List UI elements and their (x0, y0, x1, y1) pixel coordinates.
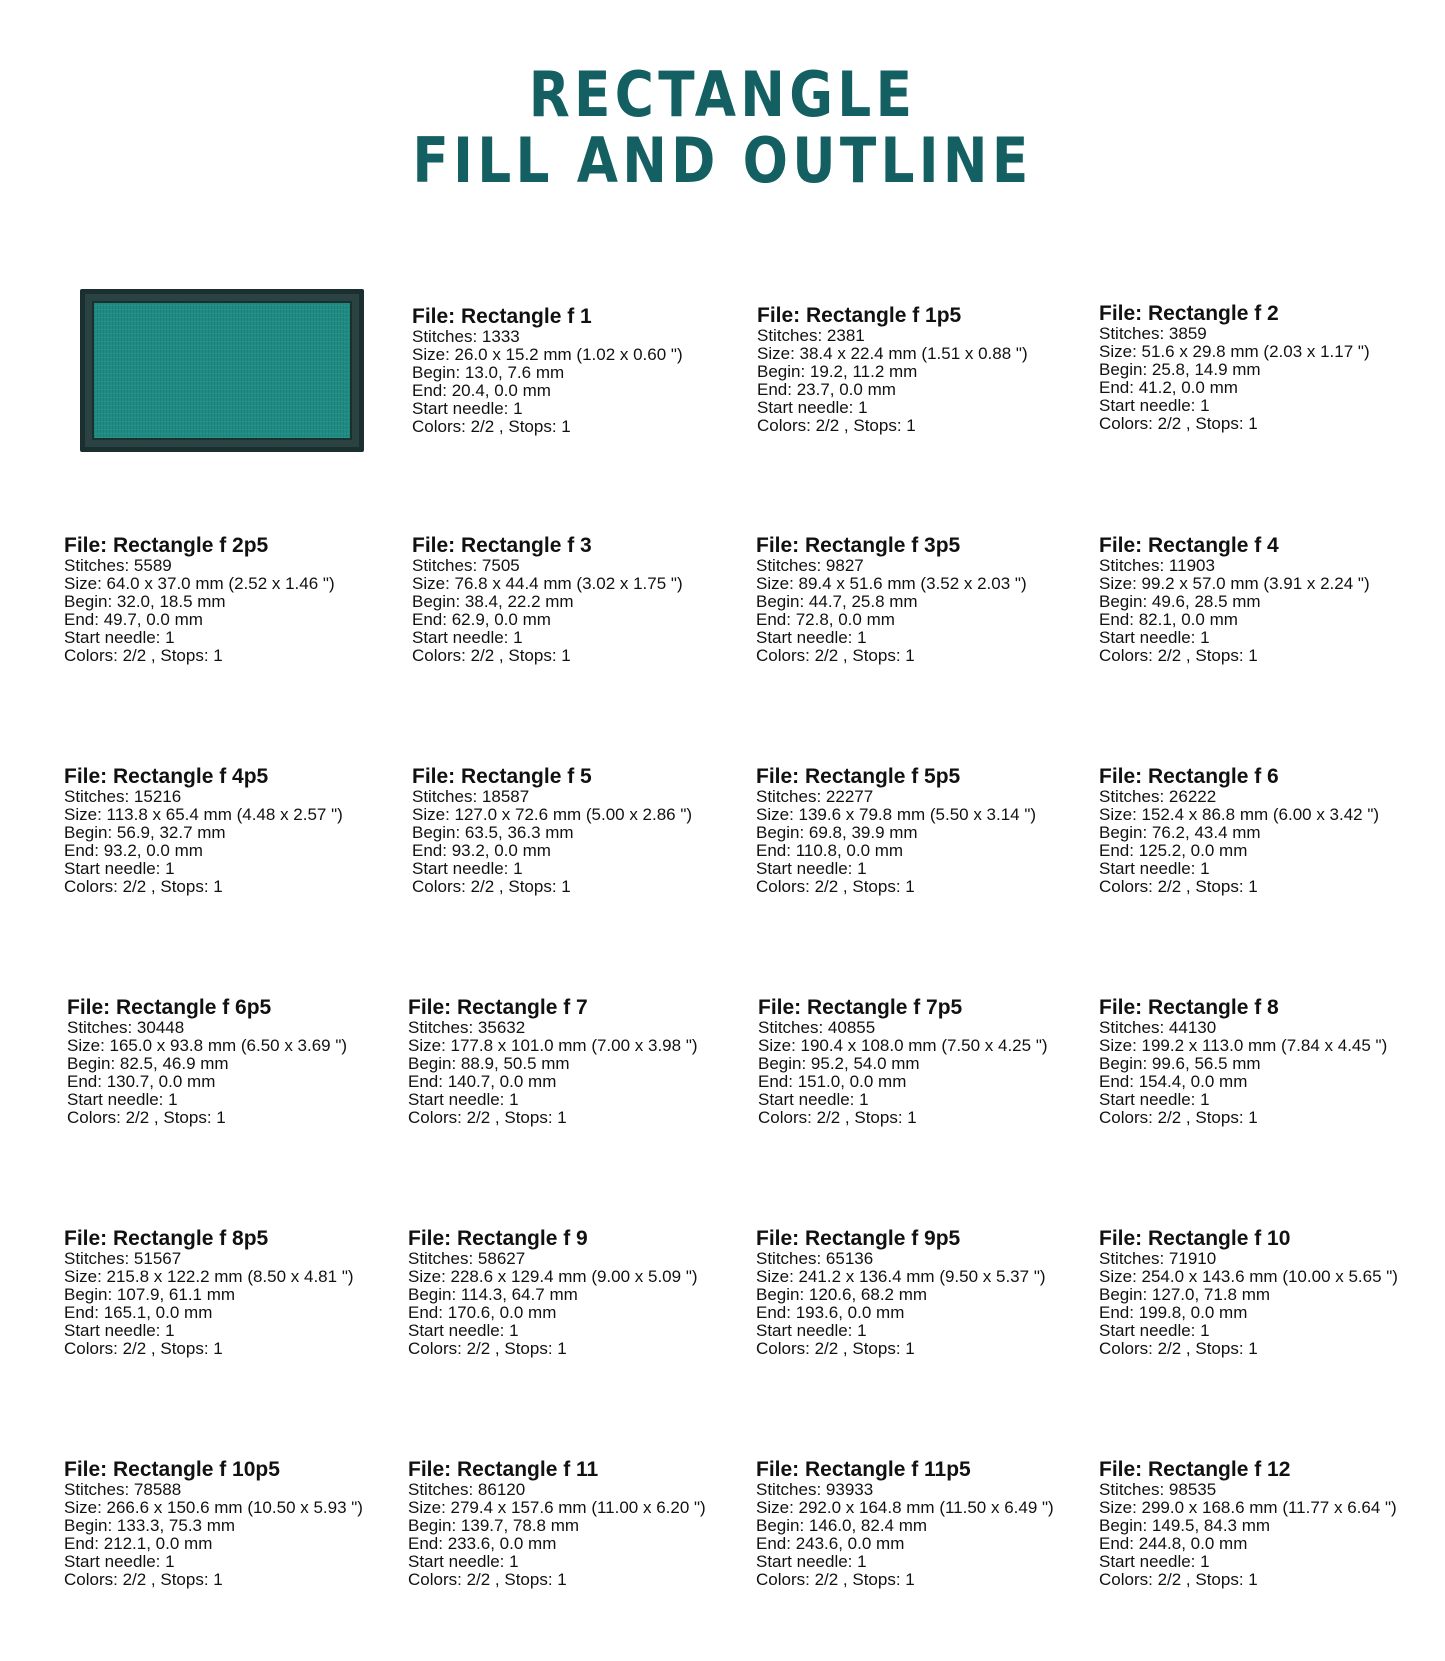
card-stitches-line: Stitches: 2381 (757, 326, 865, 345)
card-stitches-line: Stitches: 58627 (408, 1249, 526, 1268)
card-title: File: Rectangle f 6 (1099, 765, 1279, 788)
design-info-card (757, 304, 1097, 435)
card-needle-line: Start needle: 1 (758, 1090, 869, 1109)
card-colors-line: Colors: 2/2 , Stops: 1 (64, 1339, 223, 1358)
card-needle-line: Start needle: 1 (64, 859, 175, 878)
card-title: File: Rectangle f 7p5 (758, 996, 963, 1019)
design-info-card (756, 534, 1096, 665)
card-title: File: Rectangle f 10 (1099, 1227, 1291, 1250)
card-stitches-line: Stitches: 35632 (408, 1018, 526, 1037)
card-begin-line: Begin: 44.7, 25.8 mm (756, 592, 918, 611)
card-end-line: End: 243.6, 0.0 mm (756, 1534, 905, 1553)
card-needle-line: Start needle: 1 (756, 628, 867, 647)
card-title: File: Rectangle f 8p5 (64, 1227, 269, 1250)
card-title: File: Rectangle f 1 (412, 305, 592, 328)
card-colors-line: Colors: 2/2 , Stops: 1 (757, 416, 916, 435)
card-begin-line: Begin: 95.2, 54.0 mm (758, 1054, 920, 1073)
page-title (0, 58, 1445, 197)
card-title: File: Rectangle f 4p5 (64, 765, 269, 788)
card-size-line: Size: 76.8 x 44.4 mm (3.02 x 1.75 ") (412, 574, 683, 593)
card-end-line: End: 72.8, 0.0 mm (756, 610, 895, 629)
card-title: File: Rectangle f 1p5 (757, 304, 962, 327)
card-needle-line: Start needle: 1 (412, 628, 523, 647)
design-info-card (67, 996, 407, 1127)
card-end-line: End: 82.1, 0.0 mm (1099, 610, 1238, 629)
card-stitches-line: Stitches: 18587 (412, 787, 530, 806)
card-size-line: Size: 299.0 x 168.6 mm (11.77 x 6.64 ") (1099, 1498, 1397, 1517)
title-line-1: RECTANGLE (528, 58, 917, 131)
card-colors-line: Colors: 2/2 , Stops: 1 (758, 1108, 917, 1127)
card-title: File: Rectangle f 3p5 (756, 534, 961, 557)
card-size-line: Size: 266.6 x 150.6 mm (10.50 x 5.93 ") (64, 1498, 363, 1517)
card-needle-line: Start needle: 1 (64, 1321, 175, 1340)
card-begin-line: Begin: 133.3, 75.3 mm (64, 1516, 236, 1535)
card-needle-line: Start needle: 1 (757, 398, 868, 417)
card-end-line: End: 233.6, 0.0 mm (408, 1534, 557, 1553)
card-begin-line: Begin: 63.5, 36.3 mm (412, 823, 574, 842)
card-size-line: Size: 99.2 x 57.0 mm (3.91 x 2.24 ") (1099, 574, 1370, 593)
card-needle-line: Start needle: 1 (67, 1090, 178, 1109)
card-begin-line: Begin: 25.8, 14.9 mm (1099, 360, 1261, 379)
card-begin-line: Begin: 49.6, 28.5 mm (1099, 592, 1261, 611)
card-begin-line: Begin: 88.9, 50.5 mm (408, 1054, 570, 1073)
card-size-line: Size: 113.8 x 65.4 mm (4.48 x 2.57 ") (64, 805, 343, 824)
design-info-card (756, 765, 1096, 896)
card-end-line: End: 151.0, 0.0 mm (758, 1072, 907, 1091)
card-stitches-line: Stitches: 78588 (64, 1480, 182, 1499)
design-info-card (408, 996, 748, 1127)
card-begin-line: Begin: 69.8, 39.9 mm (756, 823, 918, 842)
card-stitches-line: Stitches: 11903 (1099, 556, 1215, 575)
card-stitches-line: Stitches: 98535 (1099, 1480, 1217, 1499)
card-stitches-line: Stitches: 5589 (64, 556, 172, 575)
card-needle-line: Start needle: 1 (756, 1321, 867, 1340)
rectangle-fill-outline-preview-icon (80, 289, 364, 452)
card-begin-line: Begin: 56.9, 32.7 mm (64, 823, 226, 842)
design-info-card (64, 1227, 404, 1358)
card-size-line: Size: 254.0 x 143.6 mm (10.00 x 5.65 ") (1099, 1267, 1398, 1286)
design-info-card (64, 1458, 404, 1589)
design-info-card (756, 1227, 1096, 1358)
card-begin-line: Begin: 13.0, 7.6 mm (412, 363, 565, 382)
card-end-line: End: 62.9, 0.0 mm (412, 610, 551, 629)
design-info-card (1099, 1227, 1439, 1358)
card-stitches-line: Stitches: 65136 (756, 1249, 874, 1268)
card-needle-line: Start needle: 1 (412, 399, 523, 418)
card-colors-line: Colors: 2/2 , Stops: 1 (64, 1570, 223, 1589)
card-stitches-line: Stitches: 9827 (756, 556, 864, 575)
design-info-card (1099, 1458, 1439, 1589)
card-stitches-line: Stitches: 40855 (758, 1018, 876, 1037)
card-size-line: Size: 241.2 x 136.4 mm (9.50 x 5.37 ") (756, 1267, 1046, 1286)
card-end-line: End: 93.2, 0.0 mm (64, 841, 203, 860)
card-title: File: Rectangle f 5p5 (756, 765, 961, 788)
card-size-line: Size: 292.0 x 164.8 mm (11.50 x 6.49 ") (756, 1498, 1054, 1517)
card-needle-line: Start needle: 1 (756, 1552, 867, 1571)
card-colors-line: Colors: 2/2 , Stops: 1 (408, 1339, 567, 1358)
card-size-line: Size: 38.4 x 22.4 mm (1.51 x 0.88 ") (757, 344, 1028, 363)
card-end-line: End: 165.1, 0.0 mm (64, 1303, 213, 1322)
card-stitches-line: Stitches: 1333 (412, 327, 520, 346)
card-colors-line: Colors: 2/2 , Stops: 1 (408, 1108, 567, 1127)
card-title: File: Rectangle f 11p5 (756, 1458, 971, 1481)
card-colors-line: Colors: 2/2 , Stops: 1 (412, 877, 571, 896)
card-end-line: End: 140.7, 0.0 mm (408, 1072, 557, 1091)
design-info-card (412, 534, 752, 665)
card-size-line: Size: 64.0 x 37.0 mm (2.52 x 1.46 ") (64, 574, 335, 593)
card-end-line: End: 244.8, 0.0 mm (1099, 1534, 1248, 1553)
card-needle-line: Start needle: 1 (412, 859, 523, 878)
card-needle-line: Start needle: 1 (1099, 628, 1210, 647)
card-needle-line: Start needle: 1 (1099, 1321, 1210, 1340)
card-colors-line: Colors: 2/2 , Stops: 1 (756, 646, 915, 665)
design-info-card (64, 765, 404, 896)
card-begin-line: Begin: 19.2, 11.2 mm (757, 362, 918, 381)
card-begin-line: Begin: 120.6, 68.2 mm (756, 1285, 928, 1304)
card-end-line: End: 130.7, 0.0 mm (67, 1072, 216, 1091)
design-info-card (1099, 996, 1439, 1127)
card-colors-line: Colors: 2/2 , Stops: 1 (1099, 1339, 1258, 1358)
card-colors-line: Colors: 2/2 , Stops: 1 (412, 417, 571, 436)
card-stitches-line: Stitches: 51567 (64, 1249, 182, 1268)
card-colors-line: Colors: 2/2 , Stops: 1 (1099, 877, 1258, 896)
card-begin-line: Begin: 127.0, 71.8 mm (1099, 1285, 1271, 1304)
card-needle-line: Start needle: 1 (64, 628, 175, 647)
card-colors-line: Colors: 2/2 , Stops: 1 (756, 877, 915, 896)
card-size-line: Size: 152.4 x 86.8 mm (6.00 x 3.42 ") (1099, 805, 1380, 824)
card-end-line: End: 20.4, 0.0 mm (412, 381, 551, 400)
card-begin-line: Begin: 32.0, 18.5 mm (64, 592, 226, 611)
card-end-line: End: 199.8, 0.0 mm (1099, 1303, 1248, 1322)
card-title: File: Rectangle f 11 (408, 1458, 599, 1481)
card-colors-line: Colors: 2/2 , Stops: 1 (64, 877, 223, 896)
card-stitches-line: Stitches: 3859 (1099, 324, 1207, 343)
card-colors-line: Colors: 2/2 , Stops: 1 (67, 1108, 226, 1127)
card-size-line: Size: 127.0 x 72.6 mm (5.00 x 2.86 ") (412, 805, 693, 824)
card-title: File: Rectangle f 2p5 (64, 534, 269, 557)
card-title: File: Rectangle f 3 (412, 534, 592, 557)
card-stitches-line: Stitches: 30448 (67, 1018, 185, 1037)
card-size-line: Size: 51.6 x 29.8 mm (2.03 x 1.17 ") (1099, 342, 1370, 361)
card-begin-line: Begin: 99.6, 56.5 mm (1099, 1054, 1261, 1073)
design-info-card (758, 996, 1098, 1127)
card-needle-line: Start needle: 1 (1099, 859, 1210, 878)
card-title: File: Rectangle f 7 (408, 996, 588, 1019)
card-size-line: Size: 165.0 x 93.8 mm (6.50 x 3.69 ") (67, 1036, 348, 1055)
card-size-line: Size: 199.2 x 113.0 mm (7.84 x 4.45 ") (1099, 1036, 1388, 1055)
card-size-line: Size: 26.0 x 15.2 mm (1.02 x 0.60 ") (412, 345, 683, 364)
card-begin-line: Begin: 76.2, 43.4 mm (1099, 823, 1261, 842)
card-colors-line: Colors: 2/2 , Stops: 1 (412, 646, 571, 665)
card-title: File: Rectangle f 4 (1099, 534, 1279, 557)
card-stitches-line: Stitches: 15216 (64, 787, 182, 806)
rectangle-outline (85, 294, 359, 447)
card-stitches-line: Stitches: 86120 (408, 1480, 526, 1499)
card-end-line: End: 110.8, 0.0 mm (756, 841, 904, 860)
card-colors-line: Colors: 2/2 , Stops: 1 (1099, 1108, 1258, 1127)
card-size-line: Size: 279.4 x 157.6 mm (11.00 x 6.20 ") (408, 1498, 706, 1517)
card-size-line: Size: 228.6 x 129.4 mm (9.00 x 5.09 ") (408, 1267, 698, 1286)
card-end-line: End: 125.2, 0.0 mm (1099, 841, 1248, 860)
card-begin-line: Begin: 38.4, 22.2 mm (412, 592, 574, 611)
card-title: File: Rectangle f 5 (412, 765, 592, 788)
card-title: File: Rectangle f 9p5 (756, 1227, 961, 1250)
card-colors-line: Colors: 2/2 , Stops: 1 (1099, 1570, 1258, 1589)
card-end-line: End: 23.7, 0.0 mm (757, 380, 896, 399)
card-colors-line: Colors: 2/2 , Stops: 1 (408, 1570, 567, 1589)
card-colors-line: Colors: 2/2 , Stops: 1 (1099, 414, 1258, 433)
card-title: File: Rectangle f 12 (1099, 1458, 1291, 1481)
design-info-card (1099, 302, 1439, 433)
card-title: File: Rectangle f 6p5 (67, 996, 272, 1019)
card-needle-line: Start needle: 1 (756, 859, 867, 878)
design-info-card (408, 1227, 748, 1358)
card-needle-line: Start needle: 1 (64, 1552, 175, 1571)
card-end-line: End: 212.1, 0.0 mm (64, 1534, 213, 1553)
card-stitches-line: Stitches: 93933 (756, 1480, 874, 1499)
design-info-card (1099, 765, 1439, 896)
card-stitches-line: Stitches: 7505 (412, 556, 520, 575)
card-begin-line: Begin: 149.5, 84.3 mm (1099, 1516, 1271, 1535)
card-end-line: End: 170.6, 0.0 mm (408, 1303, 557, 1322)
card-size-line: Size: 139.6 x 79.8 mm (5.50 x 3.14 ") (756, 805, 1037, 824)
card-title: File: Rectangle f 8 (1099, 996, 1279, 1019)
card-end-line: End: 154.4, 0.0 mm (1099, 1072, 1248, 1091)
card-needle-line: Start needle: 1 (1099, 396, 1210, 415)
design-info-card (64, 534, 404, 665)
card-size-line: Size: 190.4 x 108.0 mm (7.50 x 4.25 ") (758, 1036, 1048, 1055)
card-stitches-line: Stitches: 26222 (1099, 787, 1217, 806)
card-begin-line: Begin: 114.3, 64.7 mm (408, 1285, 578, 1304)
card-size-line: Size: 177.8 x 101.0 mm (7.00 x 3.98 ") (408, 1036, 698, 1055)
card-needle-line: Start needle: 1 (408, 1552, 519, 1571)
card-title: File: Rectangle f 9 (408, 1227, 588, 1250)
card-stitches-line: Stitches: 44130 (1099, 1018, 1217, 1037)
card-size-line: Size: 89.4 x 51.6 mm (3.52 x 2.03 ") (756, 574, 1027, 593)
card-end-line: End: 41.2, 0.0 mm (1099, 378, 1238, 397)
card-title: File: Rectangle f 2 (1099, 302, 1279, 325)
card-needle-line: Start needle: 1 (408, 1090, 519, 1109)
card-needle-line: Start needle: 1 (1099, 1090, 1210, 1109)
design-info-card (1099, 534, 1439, 665)
design-info-card (408, 1458, 748, 1589)
card-colors-line: Colors: 2/2 , Stops: 1 (64, 646, 223, 665)
card-needle-line: Start needle: 1 (1099, 1552, 1210, 1571)
card-stitches-line: Stitches: 22277 (756, 787, 874, 806)
card-end-line: End: 49.7, 0.0 mm (64, 610, 203, 629)
design-info-card (412, 765, 752, 896)
card-begin-line: Begin: 82.5, 46.9 mm (67, 1054, 229, 1073)
card-needle-line: Start needle: 1 (408, 1321, 519, 1340)
title-line-2: FILL AND OUTLINE (412, 124, 1033, 197)
card-begin-line: Begin: 139.7, 78.8 mm (408, 1516, 580, 1535)
design-info-card (412, 305, 752, 436)
card-end-line: End: 93.2, 0.0 mm (412, 841, 551, 860)
card-colors-line: Colors: 2/2 , Stops: 1 (756, 1339, 915, 1358)
card-begin-line: Begin: 107.9, 61.1 mm (64, 1285, 236, 1304)
design-info-card (756, 1458, 1096, 1589)
rectangle-fill (94, 303, 350, 438)
card-stitches-line: Stitches: 71910 (1099, 1249, 1217, 1268)
card-end-line: End: 193.6, 0.0 mm (756, 1303, 905, 1322)
card-title: File: Rectangle f 10p5 (64, 1458, 280, 1481)
card-size-line: Size: 215.8 x 122.2 mm (8.50 x 4.81 ") (64, 1267, 354, 1286)
card-colors-line: Colors: 2/2 , Stops: 1 (1099, 646, 1258, 665)
card-begin-line: Begin: 146.0, 82.4 mm (756, 1516, 928, 1535)
card-colors-line: Colors: 2/2 , Stops: 1 (756, 1570, 915, 1589)
